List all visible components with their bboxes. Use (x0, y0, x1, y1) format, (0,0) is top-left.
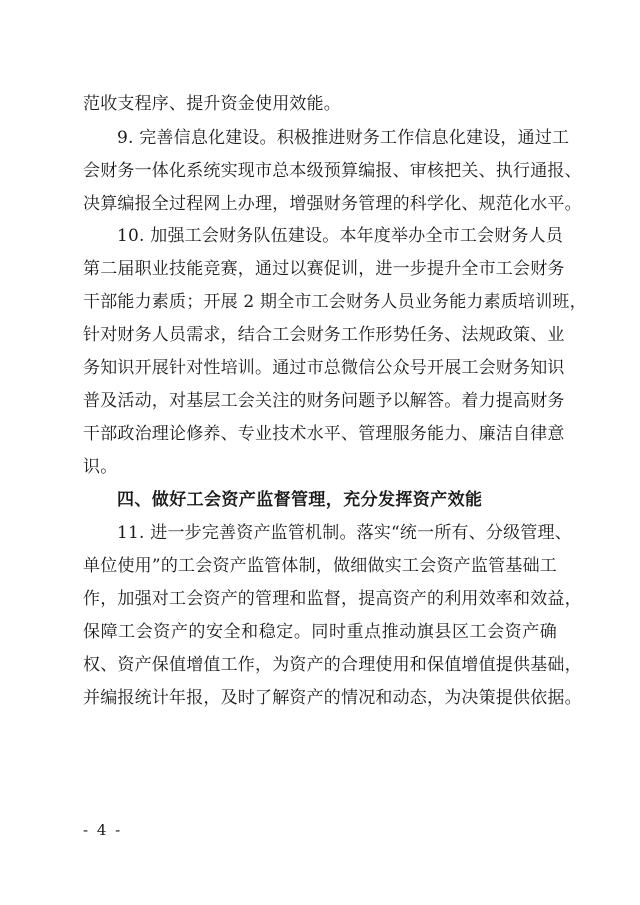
item-9-line: 9. 完善信息化建设。积极推进财务工作信息化建设，通过工 (117, 128, 570, 148)
item-10-line: 针对财务人员需求，结合工会财务工作形势任务、法规政策、业 (83, 325, 565, 345)
item-11-line: 单位使用”的工会资产监管体制，做细做实工会资产监管基础工 (83, 556, 557, 576)
item-11-line: 作，加强对工会资产的管理和监督，提高资产的利用效率和效益， (83, 589, 582, 609)
item-10-line: 第二届职业技能竞赛，通过以赛促训，进一步提升全市工会财务 (83, 259, 565, 279)
paragraph-line: 范收支程序、提升资金使用效能。 (83, 94, 341, 114)
item-10-line: 普及活动，对基层工会关注的财务问题予以解答。着力提高财务 (83, 391, 565, 411)
item-10-line: 10. 加强工会财务队伍建设。本年度举办全市工会财务人员 (117, 226, 564, 246)
item-9-line: 决算编报全过程网上办理，增强财务管理的科学化、规范化水平。 (83, 194, 582, 214)
item-10-line: 务知识开展针对性培训。通过市总微信公众号开展工会财务知识 (83, 358, 565, 378)
item-11-line: 保障工会资产的安全和稳定。同时重点推动旗县区工会资产确 (83, 622, 557, 642)
item-11-line: 权、资产保值增值工作，为资产的合理使用和保值增值提供基础， (83, 655, 582, 675)
item-9-line: 会财务一体化系统实现市总本级预算编报、审核把关、执行通报、 (83, 161, 582, 181)
page-number: - 4 - (83, 821, 123, 839)
item-10-line: 识。 (83, 457, 118, 477)
item-10-line: 干部政治理论修养、专业技术水平、管理服务能力、廉洁自律意 (83, 424, 565, 444)
item-11-line: 11. 进一步完善资产监管机制。落实“统一所有、分级管理、 (117, 523, 572, 543)
item-11-line: 并编报统计年报，及时了解资产的情况和动态，为决策提供依据。 (83, 688, 582, 708)
section-heading: 四、做好工会资产监督管理，充分发挥资产效能 (117, 490, 483, 510)
item-10-line: 干部能力素质；开展 2 期全市工会财务人员业务能力素质培训班， (83, 292, 587, 312)
